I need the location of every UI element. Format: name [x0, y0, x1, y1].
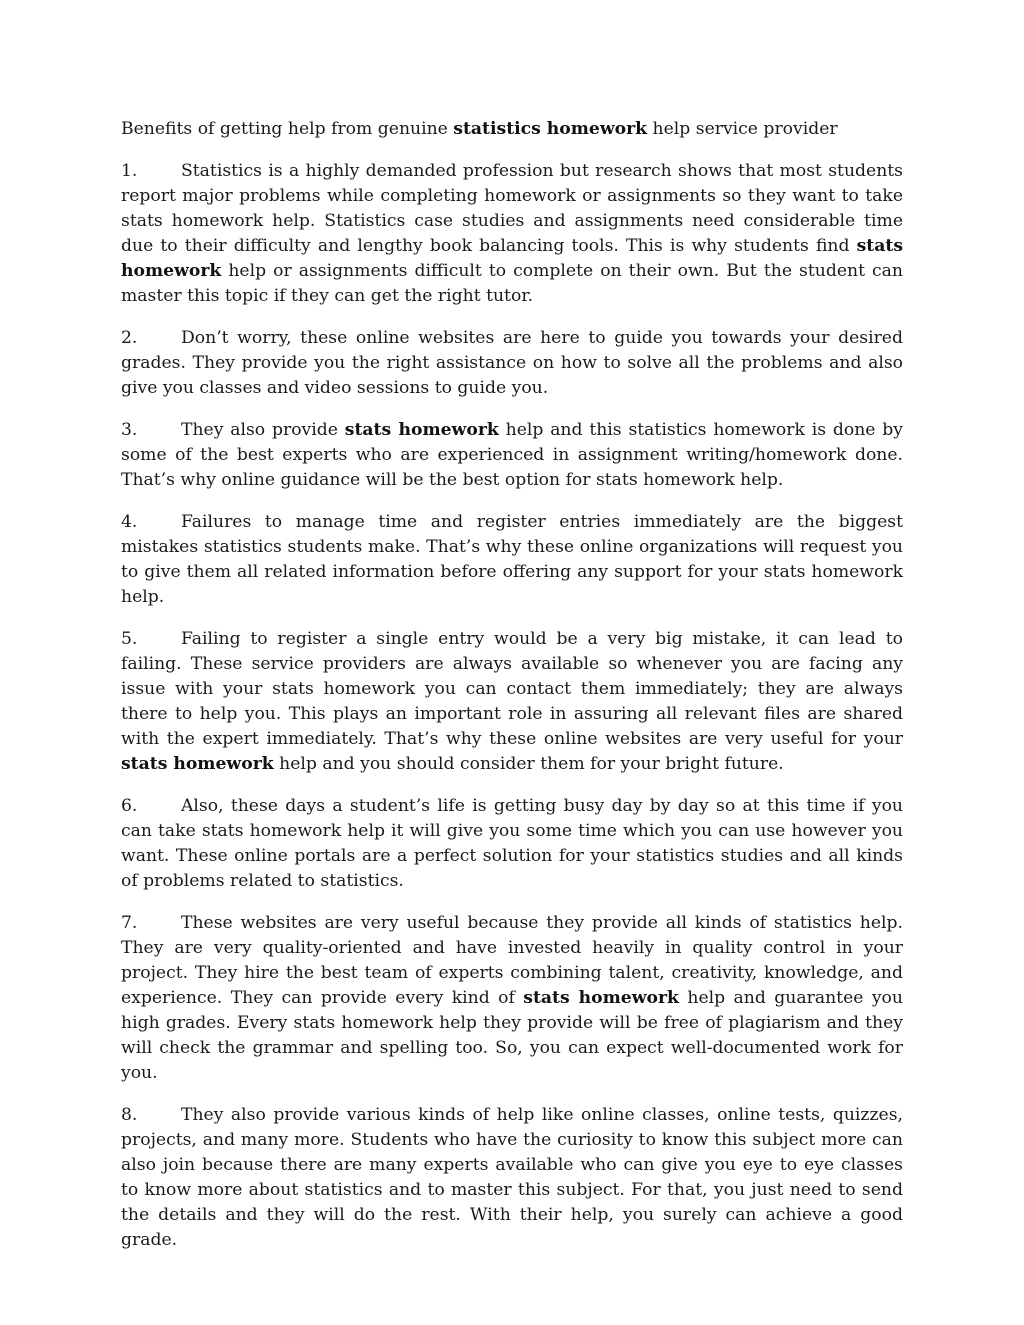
- list-item-number: 8.: [121, 1105, 138, 1125]
- list-item: [121, 159, 903, 309]
- list-item: [121, 794, 903, 894]
- list-item: [121, 418, 903, 493]
- list-item-number: 6.: [121, 796, 138, 816]
- document-heading: [121, 117, 903, 142]
- list-item-number: 2.: [121, 328, 138, 348]
- paragraph-text: help and you should consider them for your bright future.: [273, 754, 784, 774]
- paragraph-text: Failures to manage time and register entries immediately are the biggest mistakes statistics students make. That’s why these online organizations will request you to give them all related information before offering any support for your stats homework help.: [121, 512, 903, 607]
- bold-keyword: stats homework: [344, 420, 499, 440]
- paragraph-text: Statistics is a highly demanded profession but research shows that most students report major problems while completing homework or assignments so they want to take stats homework help. Statistics case studies and assignments need considerable time due to their difficulty and lengthy book balancing tools. This is why students find: [121, 161, 903, 256]
- list-item: [121, 627, 903, 777]
- paragraph-text: help or assignments difficult to complete on their own. But the student can master this topic if they can get the right tutor.: [121, 261, 903, 306]
- paragraph-text: They also provide: [181, 420, 345, 440]
- list-item-number: 4.: [121, 512, 138, 532]
- paragraph-text: help and this statistics homework is done by some of the best experts who are experienced in assignment writing/homework done. That’s why online guidance will be the best option for stats homework help.: [121, 420, 903, 490]
- list-item-number: 5.: [121, 629, 138, 649]
- heading-bold-keyword: statistics homework: [453, 119, 648, 139]
- list-item: [121, 326, 903, 401]
- paragraph-text: Also, these days a student’s life is getting busy day by day so at this time if you can take stats homework help it will give you some time which you can use however you want. These online portals are a perfect solution for your statistics studies and all kinds of problems related to statistics.: [121, 796, 903, 891]
- heading-text-after: help service provider: [647, 119, 838, 139]
- bold-keyword: stats homework: [121, 236, 903, 281]
- list-item-number: 1.: [121, 161, 138, 181]
- numbered-list: [121, 159, 903, 1253]
- list-item-number: 7.: [121, 913, 138, 933]
- paragraph-text: help and guarantee you high grades. Every stats homework help they provide will be free of plagiarism and they will check the grammar and spelling too. So, you can expect well-documented work for you.: [121, 988, 903, 1083]
- paragraph-text: Don’t worry, these online websites are here to guide you towards your desired grades. They provide you the right assistance on how to solve all the problems and also give you classes and video sessions to guide you.: [121, 328, 903, 398]
- list-item: [121, 911, 903, 1086]
- bold-keyword: stats homework: [121, 754, 274, 774]
- document-body: [121, 117, 903, 1270]
- list-item-number: 3.: [121, 420, 138, 440]
- paragraph-text: These websites are very useful because they provide all kinds of statistics help. They are very quality-oriented and have invested heavily in quality control in your project. They hire the best team of experts combining talent, creativity, knowledge, and experience. They can provide every kind of: [121, 913, 903, 1008]
- paragraph-text: They also provide various kinds of help like online classes, online tests, quizzes, projects, and many more. Students who have the curiosity to know this subject more can also join because there are many experts available who can give you eye to eye classes to know more about statistics and to master this subject. For that, you just need to send the details and they will do the rest. With their help, you surely can achieve a good grade.: [121, 1105, 903, 1250]
- paragraph-text: Failing to register a single entry would be a very big mistake, it can lead to failing. These service providers are always available so whenever you are facing any issue with your stats homework you can contact them immediately; they are always there to help you. This plays an important role in assuring all relevant files are shared with the expert immediately. That’s why these online websites are very useful for your: [121, 629, 903, 749]
- list-item: [121, 1103, 903, 1253]
- list-item: [121, 510, 903, 610]
- bold-keyword: stats homework: [523, 988, 679, 1008]
- heading-text-before: Benefits of getting help from genuine: [121, 119, 454, 139]
